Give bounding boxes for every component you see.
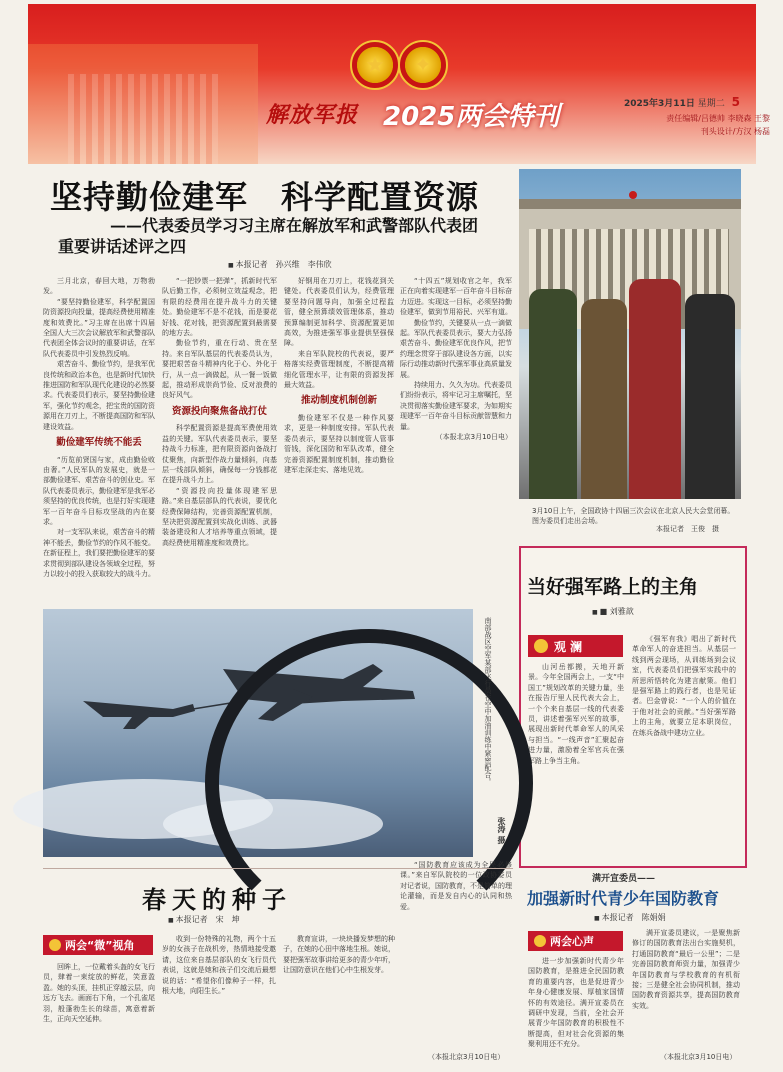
education-column-2	[632, 928, 740, 1048]
article-column-4	[400, 276, 512, 606]
paragraph: “资源投向投量体现建军思路。”来自基层部队的代表说，要优化经费保障结构，完善资源配置机制，坚决把资源配置到实战化训练、武器装备建设和人才培养等重点领域，提高经费使用精准度和效费比。	[162, 486, 277, 547]
paragraph: 勤俭节约，关键要从一点一滴做起。军队代表委员表示，要大力弘扬艰苦奋斗、勤俭建军优良作风，把节约理念贯穿于部队建设各方面，以实际行动推动新时代强军事业高质量发展。	[400, 318, 512, 379]
spring-column-1	[43, 962, 155, 1066]
great-hall-illustration	[28, 44, 258, 164]
article-column-3	[284, 276, 394, 606]
issue-date: 2025年3月11日	[624, 99, 695, 109]
education-byline: ■ 本报记者 陈娟娟	[594, 912, 666, 923]
feature-title: 当好强军路上的主角	[527, 576, 699, 598]
main-subhead-line2: 重要讲话述评之四	[58, 237, 187, 256]
education-title: 加强新时代青少年国防教育	[527, 889, 720, 908]
feature-column-tag	[528, 635, 623, 657]
spring-article-title: 春天的种子	[142, 885, 292, 914]
page-number: 5	[731, 95, 740, 109]
section-heading: 勤俭建军传统不能丢	[56, 437, 142, 449]
paragraph: 山河岳都搬，天地开新景。今年全国两会上，一支“中国工”规划改革的关键力量，坐在报告厅里人民代表大会上，一个个来自基层一线的代表委员，讲述着强军兴军的故事，展现出新时代革命军人的风采与担当。“一线声音”汇聚起奋进力量，激励着全军官兵在强军路上争当主角。	[528, 663, 624, 765]
editors-line: 责任编辑/吕德帅 李晓森 王黎	[666, 114, 770, 123]
paragraph: “历览前贤国与家，成由勤俭败由奢。”人民军队的发展史，就是一部勤俭建军、艰苦奋斗的创业史。军队代表委员表示，勤俭建军是我军必须坚持的优良传统，也是打好实现建军一百年奋斗目标攻坚战的内在要求。	[43, 455, 155, 526]
jets-photo-caption: 南部战区空军某部飞行员在空中加油训练中紧密配合。	[484, 617, 492, 785]
feature-column-2	[632, 634, 736, 858]
paragraph: 回眸上，一位戴着头盔的女飞行员，肆着一束绽放的鲜花，笑意盈盈。她的头顶，挂机正穿越云层，向远方飞去。画面右下角，一个孔雀尾羽，般蓬勃生长的绿苗，寓意着新生，正向天空延伸。	[43, 963, 155, 1024]
paragraph: 科学配置资源是提高军费使用效益的关键。军队代表委员表示，要坚持战斗力标准，把有限资源向备战打仗聚焦，向新型作战力量倾斜，向基层一线部队倾斜，确保每一分钱都花在提升战斗力上。	[162, 424, 277, 485]
paragraph: 三月北京，春回大地，万物勃发。	[43, 277, 155, 296]
spring-column-4	[400, 860, 512, 1050]
paragraph: 好钢用在刀刃上，花钱花到关键处。代表委员们认为，经费管理要坚持问题导向，加强全过程监管，健全预算绩效管理体系，推动预算编制更加科学、资源配置更加高效，为推进强军事业提供坚强保障。	[284, 277, 394, 348]
feature-byline: ■ ■ 刘雅歆	[592, 606, 634, 617]
feature-tag-label: 观 澜	[554, 639, 583, 654]
delegate-figure	[529, 289, 577, 499]
delegate-figure	[685, 294, 735, 499]
issue-weekday: 星期二	[697, 99, 725, 109]
designers-line: 刊头设计/方汉 杨磊	[700, 127, 770, 136]
article-column-1	[43, 276, 155, 606]
spring-byline: ■ 本报记者 宋 坤	[168, 914, 240, 925]
main-byline: ■ 本报记者 孙兴维 李伟欣	[228, 259, 332, 270]
dateline: （本报北京3月10日电）	[435, 433, 512, 442]
paragraph: 进一步加强新时代青少年国防教育，是推进全民国防教育的重要内容，也是促进青少年身心健康发展、厚植家国情怀的有效途径。满开宣委员在调研中发现，当前，全社会开展青少年国防教育的积极性不断提高，但对社会化资源的集聚利用还不充分。	[528, 957, 624, 1049]
main-headline: 坚持勤俭建军 科学配置资源	[50, 178, 480, 216]
paragraph: “国防教育应该成为全民必修课。”来自军队院校的一位政协委员对记者说，国防教育，不是简单的理论灌输，而是发自内心的认同和热爱。	[400, 861, 512, 911]
paper-name-logo: 解放军报	[266, 102, 359, 128]
hall-emblem	[629, 191, 637, 199]
education-column-1	[528, 956, 624, 1056]
paragraph: 勤俭建军不仅是一种作风要求，更是一种制度安排。军队代表委员表示，要坚持以制度管人管事管钱，深化国防和军队改革，健全完善资源配置制度机制，推动勤俭建军走深走实、落地见效。	[284, 413, 394, 474]
emblem-icon	[534, 935, 546, 947]
paragraph: 来自军队院校的代表说，要严格落实经费管理制度，不断提高精细化管理水平，让有限的资源发挥最大效益。	[284, 349, 394, 390]
aerial-refueling-photo	[43, 609, 473, 857]
masthead-banner	[28, 4, 770, 164]
delegates-photo-credit: 本报记者 王俊 摄	[656, 525, 719, 533]
spring-column-2	[162, 934, 276, 1066]
emblem-icon	[534, 639, 548, 653]
spring-dateline: （本报北京3月10日电）	[428, 1053, 505, 1061]
education-kicker: 满开宣委员——	[592, 874, 656, 884]
delegates-photo	[519, 169, 741, 499]
paragraph: 《强军有我》唱出了新时代革命军人的奋进担当。从基层一线到两会现场，从训练场到会议室，代表委员们把强军实践中的所思所悟转化为建言献策。他们是强军路上的践行者，也是见证者。巴金曾说：“一个人的价值在于他对社会的贡献。”当好强军路上的主角，就要立足本职岗位，在练兵备战中建功立业。	[632, 635, 736, 737]
paragraph: 对一支军队来说，艰苦奋斗的精神不能丢，勤俭节约的作风不能变。在新征程上，我们要把勤俭建军的要求贯彻到部队建设各领域全过程，努力以较小的投入获取较大的战斗力。	[43, 528, 155, 578]
delegate-figure	[629, 279, 681, 499]
section-heading: 资源投向聚焦备战打仗	[171, 405, 267, 417]
education-column-tag	[528, 931, 623, 951]
section-heading: 推动制度机制创新	[300, 395, 377, 407]
paragraph: 勤俭节约，重在行动、贵在坚持。来自军队基层的代表委员认为，要把艰苦奋斗精神内化于心、外化于行，从一点一滴做起，从一餐一饭做起，推动形成崇尚节俭、反对浪费的良好风气。	[162, 339, 277, 400]
spring-column-tag	[43, 935, 153, 955]
paragraph: 满开宣委员建议，一是聚焦新修订的国防教育法出台实施契机，打通国防教育“最后一公里”；二是完善国防教育师资力量，加强青少年国防教育与学校教育的有机衔接；三是健全社会协同机制，推动国防教育资源共享，提高国防教育实效。	[632, 929, 740, 1010]
special-edition-title: 2025两会特刊	[383, 102, 560, 132]
feature-column-1	[528, 662, 624, 858]
paragraph: 教育宣讲，一块块播发梦想的种子，在她的心田中落地生根。她说，要把强军故事讲给更多的青少年听，让国防意识在他们心中生根发芽。	[283, 935, 395, 975]
delegates-photo-caption: 3月10日上午，全国政协十四届三次会议在北京人民大会堂闭幕。图为委员们走出会场。	[532, 507, 735, 525]
paragraph: 艰苦奋斗、勤俭节约，是我军优良传统和政治本色，也是新时代加快推进国防和军队现代化建设的必然要求。代表委员们表示，要坚持勤俭建军，强化节约观念，把宝贵的国防资源用在刀刃上，不断提高国防和军队建设效益。	[43, 360, 155, 431]
paragraph: “要坚持勤俭建军，科学配置国防资源投向投量，提高经费使用精准度和效费比。”习主席在出席十四届全国人大三次会议解放军和武警部队代表团全体会议时的重要讲话，在军队代表委员中引发热烈反响。	[43, 297, 155, 358]
paragraph: “一把钞票一把弹”，抓新时代军队后勤工作，必须树立效益观念，把有限的经费用在提升战斗力的关键处。勤俭建军不是不花钱，而是要花好钱、花对钱，把资源配置到最需要的地方去。	[162, 277, 277, 338]
cppcc-emblem-icon: ✦	[398, 40, 448, 90]
main-subhead-line1: ——代表委员学习习主席在解放军和武警部队代表团	[110, 216, 479, 235]
national-emblem-icon: ★	[350, 40, 400, 90]
education-tag-label: 两会心声	[550, 935, 594, 948]
education-dateline: （本报北京3月10日电）	[660, 1053, 737, 1061]
paragraph: 持续用力、久久为功。代表委员们纷纷表示，将牢记习主席嘱托，坚决贯彻落实勤俭建军要求，为如期实现建军一百年奋斗目标贡献智慧和力量。	[400, 381, 512, 431]
emblem-icon	[49, 939, 61, 951]
spring-column-3	[283, 934, 395, 1066]
editors-credit	[620, 112, 770, 138]
delegate-figure	[581, 299, 627, 499]
paragraph: 收到一份特殊的礼物，两个十五岁的女孩子在战机旁，热情地接受邀请，这位来自基层部队的女飞行员代表说，这就是她和孩子们交流后最想说的话：“希望你们像种子一样，扎根大地，向阳生长。”	[162, 935, 276, 996]
issue-info	[624, 95, 740, 109]
jets-photo-credit: 张涛 摄	[497, 817, 506, 844]
spring-tag-label: 两会“微”视角	[65, 939, 135, 952]
article-column-2	[162, 276, 277, 606]
paragraph: “十四五”规划收官之年，我军正在向着实现建军一百年奋斗目标奋力迈进。实现这一目标，必须坚持勤俭建军，做到节用裕民、兴军有道。	[400, 277, 512, 317]
